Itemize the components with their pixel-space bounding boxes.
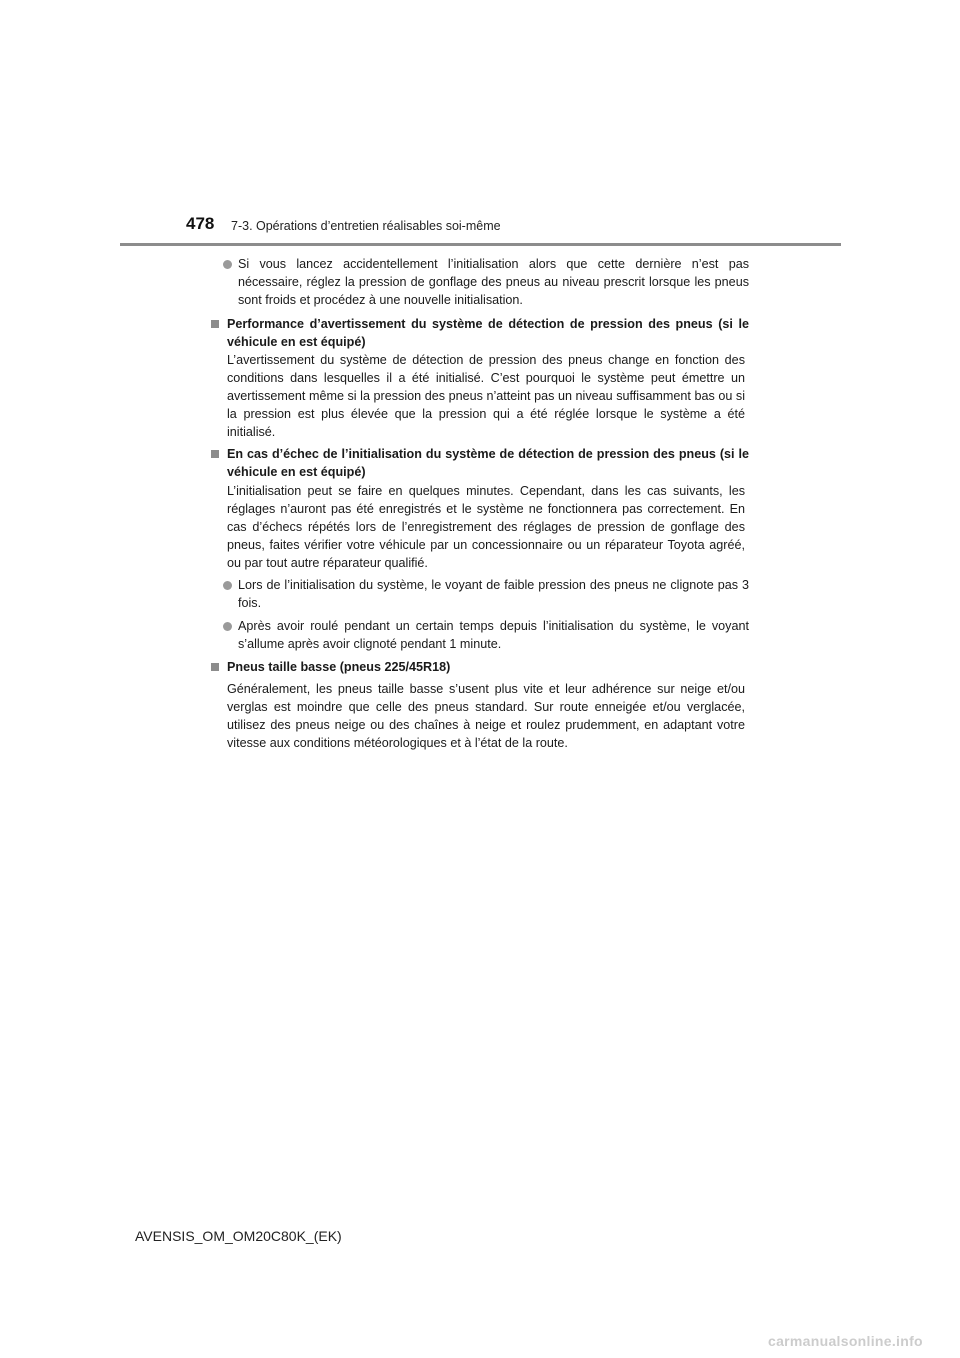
bullet-dot-icon <box>223 622 232 631</box>
paragraph-low-profile-tires: Généralement, les pneus taille basse s’usent plus vite et leur adhérence sur neige et/ou verglas est moindre que celle des pneus standard. Sur route enneigée et/ou verglacée, utilisez des pneus neige ou des chaînes à neige et roulez prudemment, en adaptant votre vitesse aux conditions météorologiques et à l’état de la route. <box>227 682 745 750</box>
bullet-item-no-blink <box>223 576 749 612</box>
section-square-icon <box>211 663 219 671</box>
heading-initialization-failure <box>211 445 749 481</box>
section-square-icon <box>211 450 219 458</box>
document-code: AVENSIS_OM_OM20C80K_(EK) <box>135 1228 342 1244</box>
bullet-item-reinitialization <box>223 255 749 309</box>
bullet-text: Lors de l’initialisation du système, le voyant de faible pression des pneus ne clignote pas 3 fois. <box>238 578 749 610</box>
heading-text: Performance d’avertissement du système de détection de pression des pneus (si le véhicule en est équipé) <box>227 317 749 349</box>
bullet-item-light-on <box>223 617 749 653</box>
section-square-icon <box>211 320 219 328</box>
heading-warning-performance <box>211 315 749 351</box>
bullet-dot-icon <box>223 581 232 590</box>
bullet-dot-icon <box>223 260 232 269</box>
section-title: 7-3. Opérations d’entretien réalisables soi-même <box>231 219 501 233</box>
paragraph-initialization-failure: L’initialisation peut se faire en quelques minutes. Cependant, dans les cas suivants, les réglages n’auront pas été enregistrés et le système ne fonctionnera pas correctement. En cas d’échecs répétés lors de l’enregistrement des réglages de pression de gonflage des pneus, faites vérifier votre véhicule par un concessionnaire ou un réparateur Toyota agréé, ou par tout autre réparateur qualifié. <box>227 484 745 570</box>
heading-text: Pneus taille basse (pneus 225/45R18) <box>227 660 451 674</box>
paragraph-warning-performance: L’avertissement du système de détection de pression des pneus change en fonction des conditions dans lesquelles il a été initialisé. C’est pourquoi le système peut émettre un avertissement même si la pression des pneus n’atteint pas un niveau suffisamment bas ou si la pression est plus élevée que la pression qui a été réglée lorsque le système a été initialisé. <box>227 353 745 439</box>
heading-text: En cas d’échec de l’initialisation du système de détection de pression des pneus (si le véhicule en est équipé) <box>227 447 749 479</box>
bullet-text: Si vous lancez accidentellement l’initialisation alors que cette dernière n’est pas nécessaire, réglez la pression de gonflage des pneus au niveau prescrit lorsque les pneus sont froids et procédez à une nouvelle initialisation. <box>238 257 749 307</box>
bullet-text: Après avoir roulé pendant un certain temps depuis l’initialisation du système, le voyant s’allume après avoir clignoté pendant 1 minute. <box>238 619 749 651</box>
page-number: 478 <box>186 214 215 233</box>
header-divider <box>120 243 841 246</box>
heading-low-profile-tires <box>211 658 749 676</box>
watermark: carmanualsonline.info <box>768 1333 923 1349</box>
